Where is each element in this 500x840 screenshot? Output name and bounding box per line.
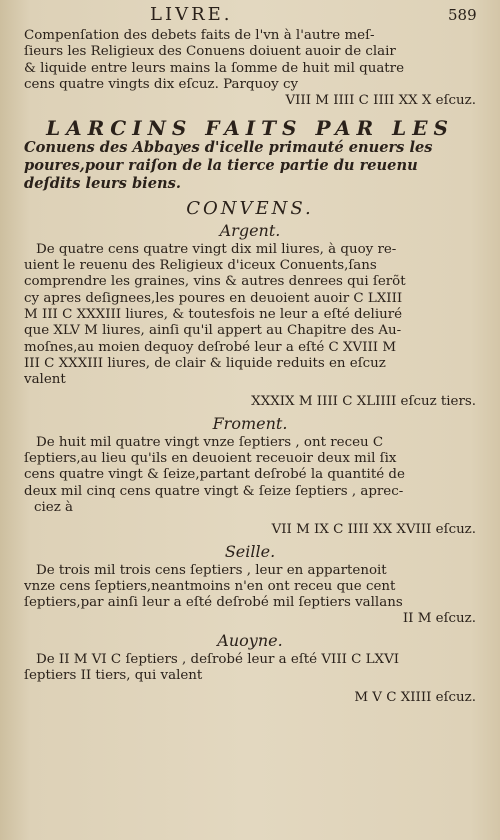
text-line: valent xyxy=(24,372,66,388)
subtitle-line: Conuens des Abbayes d'icelle primauté enuers les xyxy=(24,139,433,157)
seille-total: II M eſcuz. xyxy=(402,611,476,627)
text-line: ciez à xyxy=(34,499,74,515)
text-line: De II M VI C ſeptiers , deſrobé leur a eſté VIII C LXVI xyxy=(36,651,400,667)
text-line: que XLV M liures, ainſi qu'il appert au Chapitre des Au- xyxy=(24,323,402,339)
argent-paragraph xyxy=(24,242,476,411)
subtitle-line: deſdits leurs biens. xyxy=(24,175,181,193)
auoyne-total: M V C XIIII eſcuz. xyxy=(354,690,476,706)
running-title: LIVRE. xyxy=(150,4,233,25)
text-line: ſeptiers,au lieu qu'ils en deuoient receuoir deux mil ſix xyxy=(24,451,397,467)
intro-total: VIII M IIII C IIII XX X eſcuz. xyxy=(285,93,476,109)
text-line: moſnes,au moien dequoy deſrobé leur a eſté C XVIII M xyxy=(24,339,397,355)
section-subtitle xyxy=(24,139,476,193)
argent-total: XXXIX M IIII C XLIIII eſcuz tiers. xyxy=(251,394,476,410)
seille-heading: Seille. xyxy=(224,541,276,561)
text-line: cy apres deſignees,les poures en deuoient auoir C LXIII xyxy=(24,290,403,306)
froment-heading: Froment. xyxy=(212,413,288,433)
text-line: cens quatre vingts dix eſcuz. Parquoy cy xyxy=(24,76,299,92)
text-line: De huit mil quatre vingt vnze ſeptiers , ont receu C xyxy=(36,434,384,450)
text-line: De quatre cens quatre vingt dix mil liures, à quoy re- xyxy=(36,241,397,257)
convens-heading: CONVENS. xyxy=(186,198,314,220)
section-title: LARCINS FAITS PAR LES xyxy=(46,116,454,141)
page-body xyxy=(24,28,476,707)
text-line: cens quatre vingt & ſeize,partant deſrobé la quantité de xyxy=(24,467,405,483)
text-line: comprendre les graines, vins & autres denrees qui ſerõt xyxy=(24,274,406,290)
text-line: vnze cens ſeptiers,neantmoins n'en ont receu que cent xyxy=(24,578,396,594)
froment-total: VII M IX C IIII XX XVIII eſcuz. xyxy=(271,522,476,538)
auoyne-paragraph xyxy=(24,652,476,707)
text-line: uient le reuenu des Religieux d'iceux Conuents,ſans xyxy=(24,258,377,274)
text-line: deux mil cinq cens quatre vingt & ſeize ſeptiers , aprec- xyxy=(24,483,404,499)
auoyne-heading: Auoyne. xyxy=(217,630,283,650)
subtitle-line: poures,pour raiſon de la tierce partie du reuenu xyxy=(24,157,418,175)
page-number: 589 xyxy=(448,6,477,24)
seille-paragraph xyxy=(24,563,476,628)
text-line: Compenſation des debets faits de l'vn à l'autre meſ- xyxy=(24,28,375,43)
text-line: ſeptiers II tiers, qui valent xyxy=(24,668,203,684)
froment-paragraph xyxy=(24,435,476,539)
argent-heading: Argent. xyxy=(219,220,281,240)
text-line: & liquide entre leurs mains la ſomme de huit mil quatre xyxy=(24,60,405,76)
text-line: ſeptiers,par ainſi leur a eſté deſrobé mil ſeptiers vallans xyxy=(24,595,403,611)
page-header xyxy=(0,4,500,24)
text-line: III C XXXIII liures, de clair & liquide reduits en eſcuz xyxy=(24,355,386,371)
text-line: ſieurs les Religieux des Conuens doiuent auoir de clair xyxy=(24,44,396,60)
text-line: M III C XXXIII liures, & toutesfois ne leur a eſté deliuré xyxy=(24,306,403,322)
intro-paragraph xyxy=(24,28,476,109)
text-line: De trois mil trois cens ſeptiers , leur en appartenoit xyxy=(36,562,387,578)
